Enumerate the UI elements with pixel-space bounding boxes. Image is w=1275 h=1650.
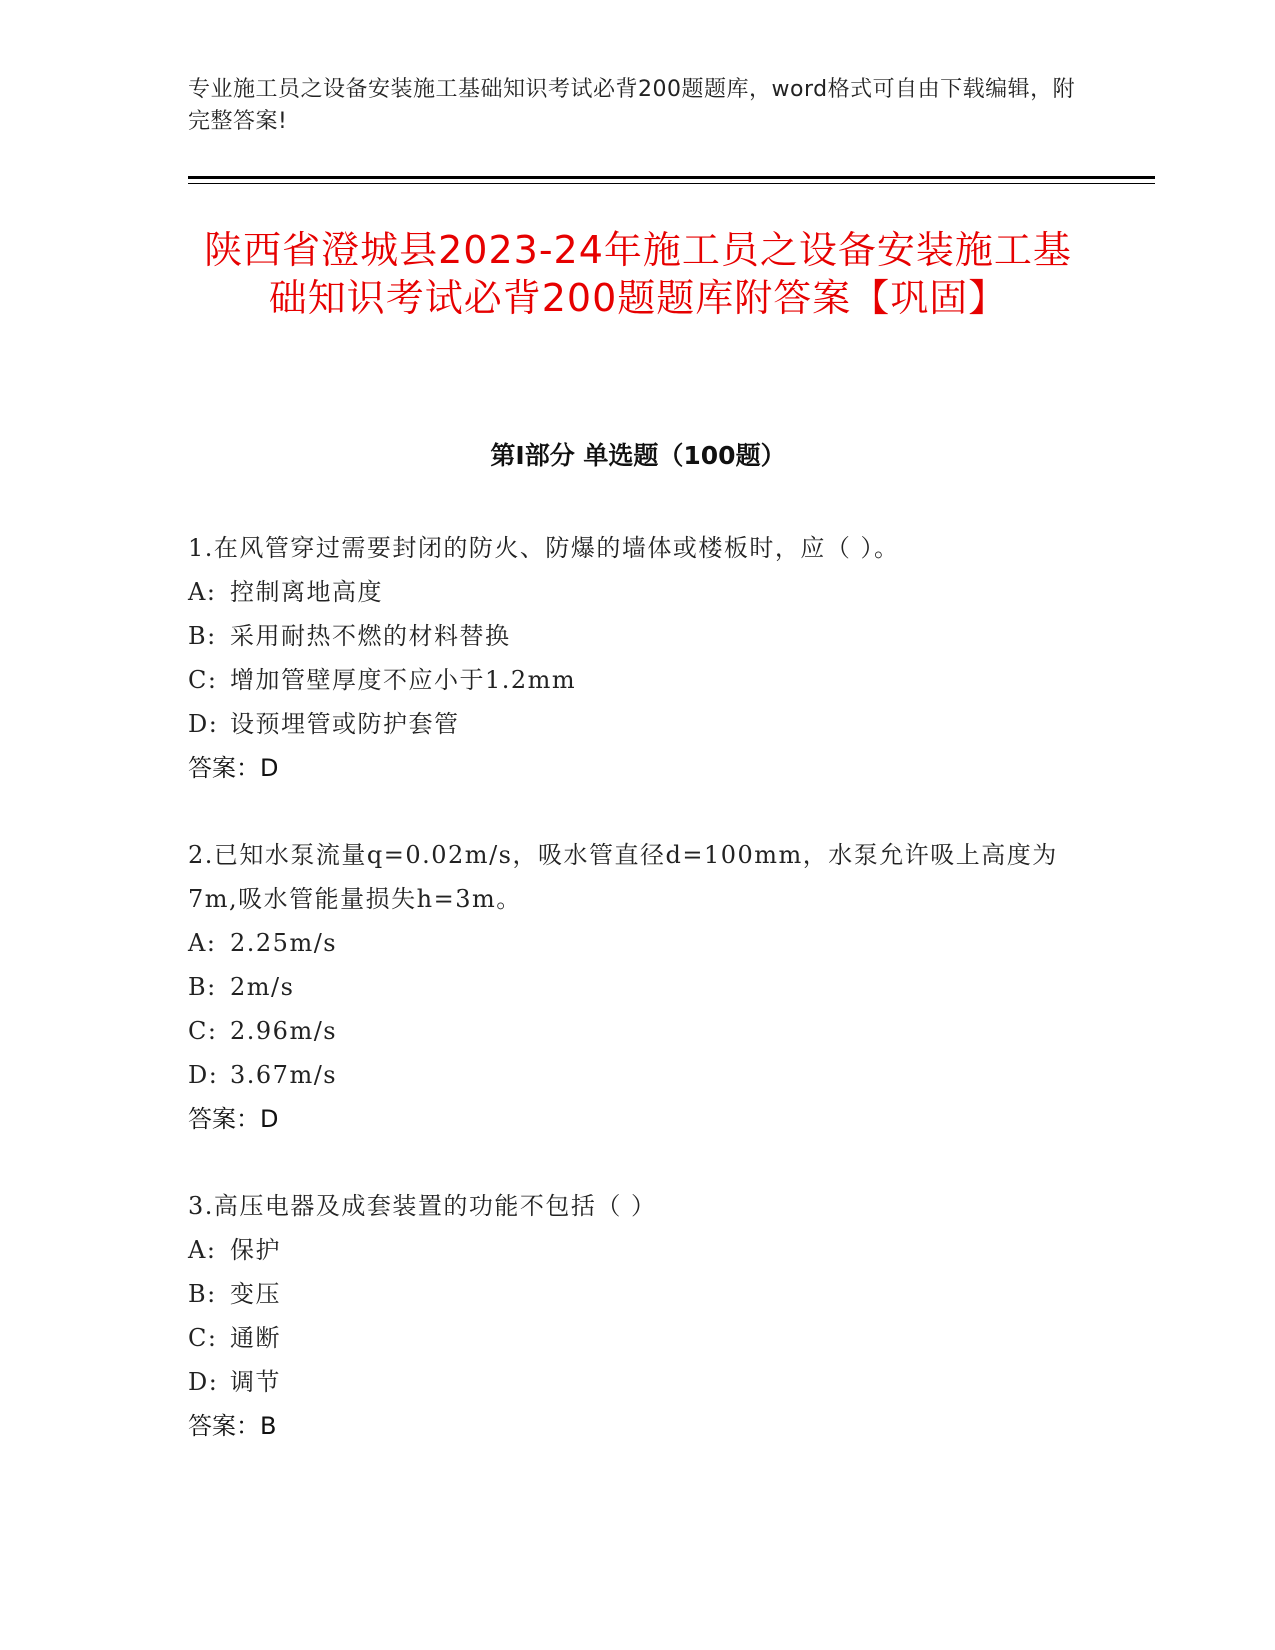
option-b — [188, 1272, 1088, 1316]
section-title: 第I部分 单选题（100题） — [490, 441, 786, 470]
question-stem: 2.已知水泵流量q=0.02m/s，吸水管直径d=100mm，水泵允许吸上高度为7m,吸水管能量损失h=3m。 — [188, 841, 1058, 913]
option-key: B: — [188, 973, 217, 1001]
option-key: C: — [188, 666, 218, 694]
option-text: 设预埋管或防护套管 — [230, 710, 460, 738]
option-c — [188, 658, 1088, 702]
option-key: B: — [188, 622, 217, 650]
question-stem: 3.高压电器及成套装置的功能不包括（ ） — [188, 1192, 657, 1220]
option-key: D: — [188, 1368, 219, 1396]
header-note: 专业施工员之设备安装施工基础知识考试必背200题题库，word格式可自由下载编辑，附完整答案! — [188, 77, 1076, 134]
question-stem: 1.在风管穿过需要封闭的防火、防爆的墙体或楼板时，应（ ）。 — [188, 534, 900, 562]
option-d — [188, 1053, 1088, 1097]
document-title: 陕西省澄城县2023-24年施工员之设备安装施工基础知识考试必背200题题库附答案【巩固】 — [204, 228, 1072, 320]
option-text: 增加管壁厚度不应小于1.2mm — [230, 666, 577, 694]
option-key: A: — [188, 1236, 217, 1264]
option-key: D: — [188, 1061, 219, 1089]
question-2 — [188, 833, 1088, 1141]
option-text: 2m/s — [230, 973, 295, 1001]
option-text: 控制离地高度 — [230, 578, 383, 606]
answer-line: 答案：D — [188, 1105, 279, 1133]
option-key: C: — [188, 1017, 218, 1045]
option-text: 3.67m/s — [230, 1061, 338, 1089]
option-b — [188, 965, 1088, 1009]
question-list — [188, 526, 1088, 1491]
option-text: 通断 — [230, 1324, 281, 1352]
option-text: 变压 — [230, 1280, 281, 1308]
option-text: 2.96m/s — [230, 1017, 338, 1045]
header-rule-thick — [188, 176, 1155, 179]
option-text: 采用耐热不燃的材料替换 — [230, 622, 511, 650]
option-c — [188, 1316, 1088, 1360]
option-text: 2.25m/s — [230, 929, 338, 957]
option-key: B: — [188, 1280, 217, 1308]
option-c — [188, 1009, 1088, 1053]
option-key: D: — [188, 710, 219, 738]
answer-line: 答案：B — [188, 1412, 277, 1440]
question-1 — [188, 526, 1088, 790]
option-text: 调节 — [230, 1368, 281, 1396]
option-key: C: — [188, 1324, 218, 1352]
option-a — [188, 1228, 1088, 1272]
option-key: A: — [188, 929, 217, 957]
question-3 — [188, 1184, 1088, 1448]
option-a — [188, 570, 1088, 614]
header-rule-thin — [188, 183, 1155, 184]
option-b — [188, 614, 1088, 658]
answer-line: 答案：D — [188, 754, 279, 782]
option-d — [188, 1360, 1088, 1404]
option-a — [188, 921, 1088, 965]
option-text: 保护 — [230, 1236, 281, 1264]
option-d — [188, 702, 1088, 746]
option-key: A: — [188, 578, 217, 606]
